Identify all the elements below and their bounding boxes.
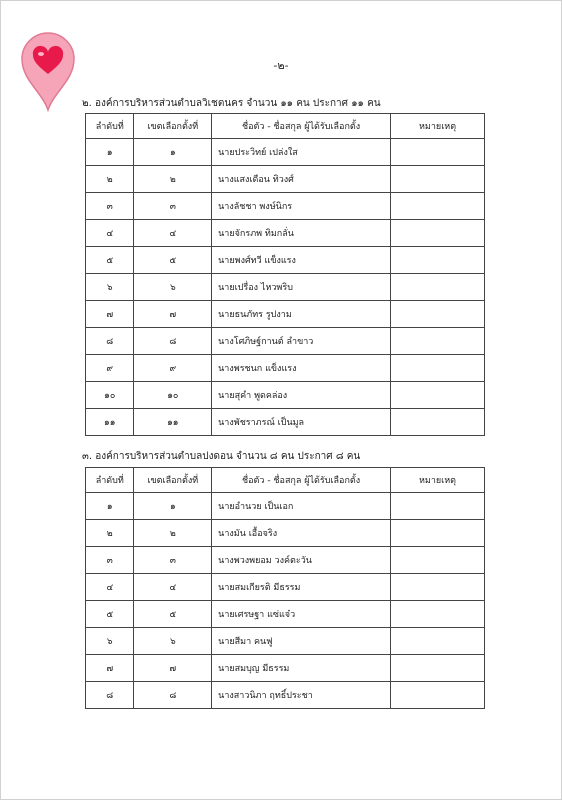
zone-cell: ๘ bbox=[134, 682, 212, 709]
col-rank-header: ลำดับที่ bbox=[86, 114, 134, 139]
name-cell: นายสีมา คนฟู bbox=[212, 628, 391, 655]
name-cell: นายสมเกียรติ มีธรรม bbox=[212, 574, 391, 601]
table-row bbox=[86, 274, 485, 301]
table-row bbox=[86, 574, 485, 601]
table-row bbox=[86, 601, 485, 628]
col-rank-header: ลำดับที่ bbox=[86, 468, 134, 493]
table-row bbox=[86, 382, 485, 409]
rank-cell: ๓ bbox=[86, 193, 134, 220]
rank-cell: ๑๑ bbox=[86, 409, 134, 436]
note-cell bbox=[391, 547, 485, 574]
rank-cell: ๕ bbox=[86, 247, 134, 274]
name-cell: นายอำนวย เป็นเอก bbox=[212, 493, 391, 520]
zone-cell: ๓ bbox=[134, 193, 212, 220]
name-cell: นายสมบุญ มีธรรม bbox=[212, 655, 391, 682]
note-cell bbox=[391, 220, 485, 247]
note-cell bbox=[391, 409, 485, 436]
table-row bbox=[86, 166, 485, 193]
table-row bbox=[86, 220, 485, 247]
col-note-header: หมายเหตุ bbox=[391, 468, 485, 493]
note-cell bbox=[391, 493, 485, 520]
rank-cell: ๒ bbox=[86, 520, 134, 547]
zone-cell: ๗ bbox=[134, 301, 212, 328]
zone-cell: ๑ bbox=[134, 139, 212, 166]
rank-cell: ๓ bbox=[86, 547, 134, 574]
section-3-table bbox=[85, 467, 485, 709]
zone-cell: ๕ bbox=[134, 601, 212, 628]
zone-cell: ๙ bbox=[134, 355, 212, 382]
zone-cell: ๗ bbox=[134, 655, 212, 682]
note-cell bbox=[391, 655, 485, 682]
col-zone-header: เขตเลือกตั้งที่ bbox=[134, 114, 212, 139]
table-row bbox=[86, 193, 485, 220]
name-cell: นายเปรื่อง ไหวพริบ bbox=[212, 274, 391, 301]
rank-cell: ๘ bbox=[86, 682, 134, 709]
note-cell bbox=[391, 601, 485, 628]
table-row bbox=[86, 493, 485, 520]
table-row bbox=[86, 328, 485, 355]
zone-cell: ๑๑ bbox=[134, 409, 212, 436]
rank-cell: ๗ bbox=[86, 301, 134, 328]
zone-cell: ๑๐ bbox=[134, 382, 212, 409]
rank-cell: ๔ bbox=[86, 220, 134, 247]
name-cell: นางลัชชา พงษ์นิกร bbox=[212, 193, 391, 220]
col-note-header: หมายเหตุ bbox=[391, 114, 485, 139]
note-cell bbox=[391, 574, 485, 601]
rank-cell: ๘ bbox=[86, 328, 134, 355]
zone-cell: ๑ bbox=[134, 493, 212, 520]
table-row bbox=[86, 520, 485, 547]
name-cell: นายประวิทย์ เปล่งใส bbox=[212, 139, 391, 166]
zone-cell: ๔ bbox=[134, 220, 212, 247]
note-cell bbox=[391, 139, 485, 166]
name-cell: นางพัชราภรณ์ เป็นมูล bbox=[212, 409, 391, 436]
name-cell: นายธนภัทร รูปงาม bbox=[212, 301, 391, 328]
zone-cell: ๒ bbox=[134, 166, 212, 193]
zone-cell: ๓ bbox=[134, 547, 212, 574]
name-cell: นายพงศ์ทวี แข็งแรง bbox=[212, 247, 391, 274]
table-row bbox=[86, 655, 485, 682]
rank-cell: ๖ bbox=[86, 628, 134, 655]
zone-cell: ๖ bbox=[134, 628, 212, 655]
name-cell: นายเศรษฐา แซ่แจ๋ว bbox=[212, 601, 391, 628]
table-row bbox=[86, 682, 485, 709]
section-3-heading: ๓. องค์การบริหารส่วนตำบลปงดอน จำนวน ๘ คน ประกาศ ๘ คน bbox=[82, 451, 361, 462]
name-cell: นายสุคำ พูดคล่อง bbox=[212, 382, 391, 409]
col-name-header: ชื่อตัว - ชื่อสกุล ผู้ได้รับเลือกตั้ง bbox=[212, 114, 391, 139]
rank-cell: ๖ bbox=[86, 274, 134, 301]
note-cell bbox=[391, 193, 485, 220]
table-header-row bbox=[86, 468, 485, 493]
col-zone-header: เขตเลือกตั้งที่ bbox=[134, 468, 212, 493]
table-row bbox=[86, 409, 485, 436]
zone-cell: ๖ bbox=[134, 274, 212, 301]
note-cell bbox=[391, 628, 485, 655]
zone-cell: ๘ bbox=[134, 328, 212, 355]
section-2-table bbox=[85, 113, 485, 436]
table-row bbox=[86, 301, 485, 328]
zone-cell: ๕ bbox=[134, 247, 212, 274]
zone-cell: ๒ bbox=[134, 520, 212, 547]
table-row bbox=[86, 139, 485, 166]
table-row bbox=[86, 628, 485, 655]
name-cell: นางพวงพยอม วงค์ตะวัน bbox=[212, 547, 391, 574]
zone-cell: ๔ bbox=[134, 574, 212, 601]
rank-cell: ๒ bbox=[86, 166, 134, 193]
name-cell: นางโศภิษฐ์กานต์ ลำขาว bbox=[212, 328, 391, 355]
name-cell: นางมัน เอื้อจริง bbox=[212, 520, 391, 547]
note-cell bbox=[391, 382, 485, 409]
note-cell bbox=[391, 247, 485, 274]
note-cell bbox=[391, 166, 485, 193]
rank-cell: ๑๐ bbox=[86, 382, 134, 409]
name-cell: นายจักรภพ ทิมกลั่น bbox=[212, 220, 391, 247]
page-number: -๒- bbox=[273, 59, 289, 72]
name-cell: นางแสงเดือน ทิวงศ์ bbox=[212, 166, 391, 193]
rank-cell: ๙ bbox=[86, 355, 134, 382]
note-cell bbox=[391, 274, 485, 301]
rank-cell: ๕ bbox=[86, 601, 134, 628]
rank-cell: ๔ bbox=[86, 574, 134, 601]
note-cell bbox=[391, 301, 485, 328]
rank-cell: ๑ bbox=[86, 493, 134, 520]
note-cell bbox=[391, 520, 485, 547]
section-2-heading: ๒. องค์การบริหารส่วนตำบลวิเชตนคร จำนวน ๑๑ คน ประกาศ ๑๑ คน bbox=[82, 98, 381, 109]
rank-cell: ๑ bbox=[86, 139, 134, 166]
table-row bbox=[86, 247, 485, 274]
name-cell: นางพรชนก แข็งแรง bbox=[212, 355, 391, 382]
col-name-header: ชื่อตัว - ชื่อสกุล ผู้ได้รับเลือกตั้ง bbox=[212, 468, 391, 493]
table-row bbox=[86, 547, 485, 574]
rank-cell: ๗ bbox=[86, 655, 134, 682]
note-cell bbox=[391, 355, 485, 382]
note-cell bbox=[391, 682, 485, 709]
note-cell bbox=[391, 328, 485, 355]
table-row bbox=[86, 355, 485, 382]
name-cell: นางสาวนิภา ฤทธิ์ประชา bbox=[212, 682, 391, 709]
table-header-row bbox=[86, 114, 485, 139]
